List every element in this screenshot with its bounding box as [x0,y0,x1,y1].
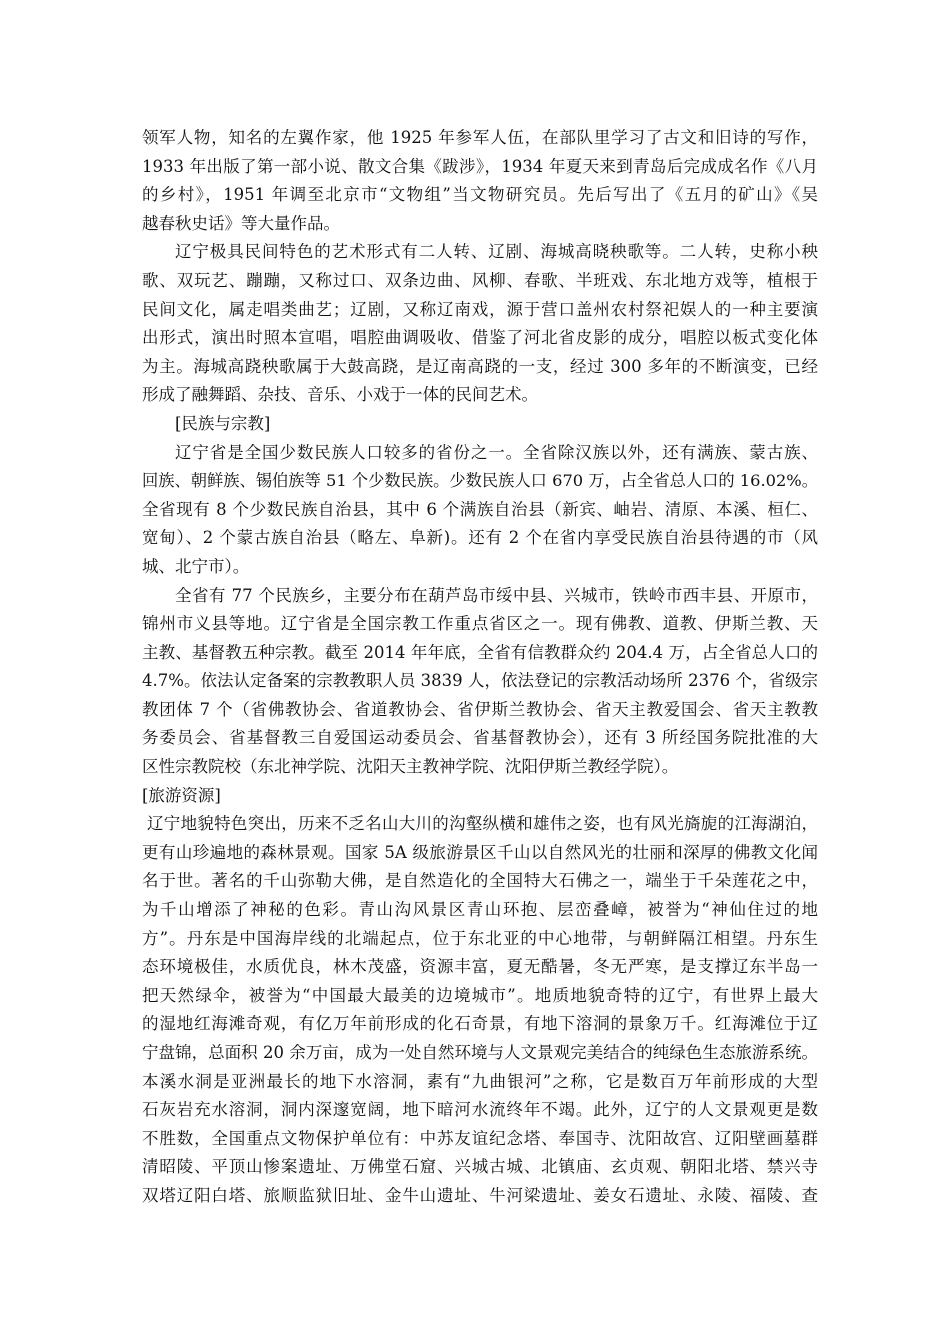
text-line: 主教、基督教五种宗教。截至 2014 年年底，全省有信教群众约 204.4 万，占全省总人口的 [142,642,818,662]
text-line: 本溪水洞是亚洲最长的地下水溶洞，素有“九曲银河”之称，它是数百万年前形成的大型 [142,1071,818,1091]
paragraph-first-line: 辽宁省是全国少数民族人口较多的省份之一。全省除汉族以外，还有满族、蒙古族、 [175,442,818,462]
text-line: 歌、双玩艺、蹦蹦，又称过口、双条边曲、风柳、春歌、半班戏、东北地方戏等，植根于 [142,270,818,290]
text-line: 的乡村》，1951 年调至北京市“文物组”当文物研究员。先后写出了《五月的矿山》《吴 [142,185,818,205]
text-line: 教团体 7 个（省佛教协会、省道教协会、省伊斯兰教协会、省天主教爱国会、省天主教教 [142,699,818,719]
section-heading-tourism: [旅游资源] [142,785,221,805]
text-line: 回族、朝鲜族、锡伯族等 51 个少数民族。少数民族人口 670 万，占全省总人口的 16.02%。 [142,471,818,491]
text-line: 宁盘锦，总面积 20 余万亩，成为一处自然环境与人文景观完美结合的纯绿色生态旅游系统。 [142,1043,818,1062]
paragraph-first-line: 辽宁地貌特色突出，历来不乏名山大川的沟壑纵横和雄伟之姿，也有风光旖旎的江海湖泊， [147,814,818,834]
section-heading-ethnicity-religion: [民族与宗教] [175,413,271,433]
text-line: 务委员会、省基督教三自爱国运动委员会、省基督教协会），还有 3 所经国务院批准的大 [142,728,818,748]
paragraph-first-line: 辽宁极具民间特色的艺术形式有二人转、辽剧、海城高晓秧歌等。二人转，史称小秧 [175,242,818,262]
text-line: 双塔辽阳白塔、旅顺监狱旧址、金牛山遗址、牛河梁遗址、姜女石遗址、永陵、福陵、查 [142,1185,818,1205]
text-line: 为主。海城高跷秧歌属于大鼓高跷，是辽南高跷的一支，经过 300 多年的不断演变，已经 [142,356,818,376]
document-body [142,124,818,1211]
text-line: 领军人物，知名的左翼作家，他 1925 年参军人伍，在部队里学习了古文和旧诗的写作， [142,128,818,147]
text-line: 出形式，演出时照本宣唱，唱腔曲调吸收、借鉴了河北省皮影的成分，唱腔以板式变化体 [142,328,818,348]
paragraph-first-line: 全省有 77 个民族乡，主要分布在葫芦岛市绥中县、兴城市，铁岭市西丰县、开原市， [175,585,818,605]
text-line: 的湿地红海滩奇观，有亿万年前形成的化石奇景，有地下溶洞的景象万千。红海滩位于辽 [142,1014,818,1034]
text-line: 更有山珍遍地的森林景观。国家 5A 级旅游景区千山以自然风光的壮丽和深厚的佛教文化闻 [142,842,818,862]
text-line: 民间文化，属走唱类曲艺；辽剧，又称辽南戏，源于营口盖州农村祭祀娱人的一种主要演 [142,299,818,319]
text-line: 态环境极佳，水质优良，林木茂盛，资源丰富，夏无酷暑，冬无严寒，是支撑辽东半岛一 [142,957,818,977]
text-line: 不胜数，全国重点文物保护单位有：中苏友谊纪念塔、奉国寺、沈阳故宫、辽阳壁画墓群 [142,1128,818,1148]
text-line: 方”。丹东是中国海岸线的北端起点，位于东北亚的中心地带，与朝鲜隔江相望。丹东生 [142,928,818,948]
text-line: 石灰岩充水溶洞，洞内深邃宽阔，地下暗河水流终年不竭。此外，辽宁的人文景观更是数 [142,1100,818,1120]
text-line: 清昭陵、平顶山惨案遗址、万佛堂石窟、兴城古城、北镇庙、玄贞观、朝阳北塔、禁兴寺 [142,1157,818,1177]
text-line: 城、北宁市）。 [142,556,250,576]
text-line: 为千山增添了神秘的色彩。青山沟风景区青山环抱、层峦叠嶂，被誉为“神仙住过的地 [142,900,818,920]
text-line: 把天然绿伞，被誉为“中国最大最美的边境城市”。地质地貌奇特的辽宁，有世界上最大 [142,985,818,1005]
text-line: 宽甸）、2 个蒙古族自治县（略左、阜新)。还有 2 个在省内享受民族自治县待遇的市（风 [142,528,818,548]
text-line: 名于世。著名的千山弥勒大佛，是自然造化的全国特大石佛之一，端坐于千朵莲花之中， [142,871,818,891]
text-line: 区性宗教院校（东北神学院、沈阳天主教神学院、沈阳伊斯兰教经学院）。 [142,757,679,777]
text-line: 1933 年出版了第一部小说、散文合集《跋涉》，1934 年夏天来到青岛后完成成名作《八月 [142,156,818,176]
text-line: 4.7%。依法认定备案的宗教教职人员 3839 人，依法登记的宗教活动场所 2376 个，省级宗 [142,671,818,691]
text-line: 锦州市义县等地。辽宁省是全国宗教工作重点省区之一。现有佛教、道教、伊斯兰教、天 [142,614,818,634]
text-line: 全省现有 8 个少数民族自治县，其中 6 个满族自治县（新宾、岫岩、清原、本溪、桓仁、 [142,499,818,519]
text-line: 越春秋史话》等大量作品。 [142,213,340,233]
text-line: 形成了融舞蹈、杂技、音乐、小戏于一体的民间艺术。 [142,385,538,405]
